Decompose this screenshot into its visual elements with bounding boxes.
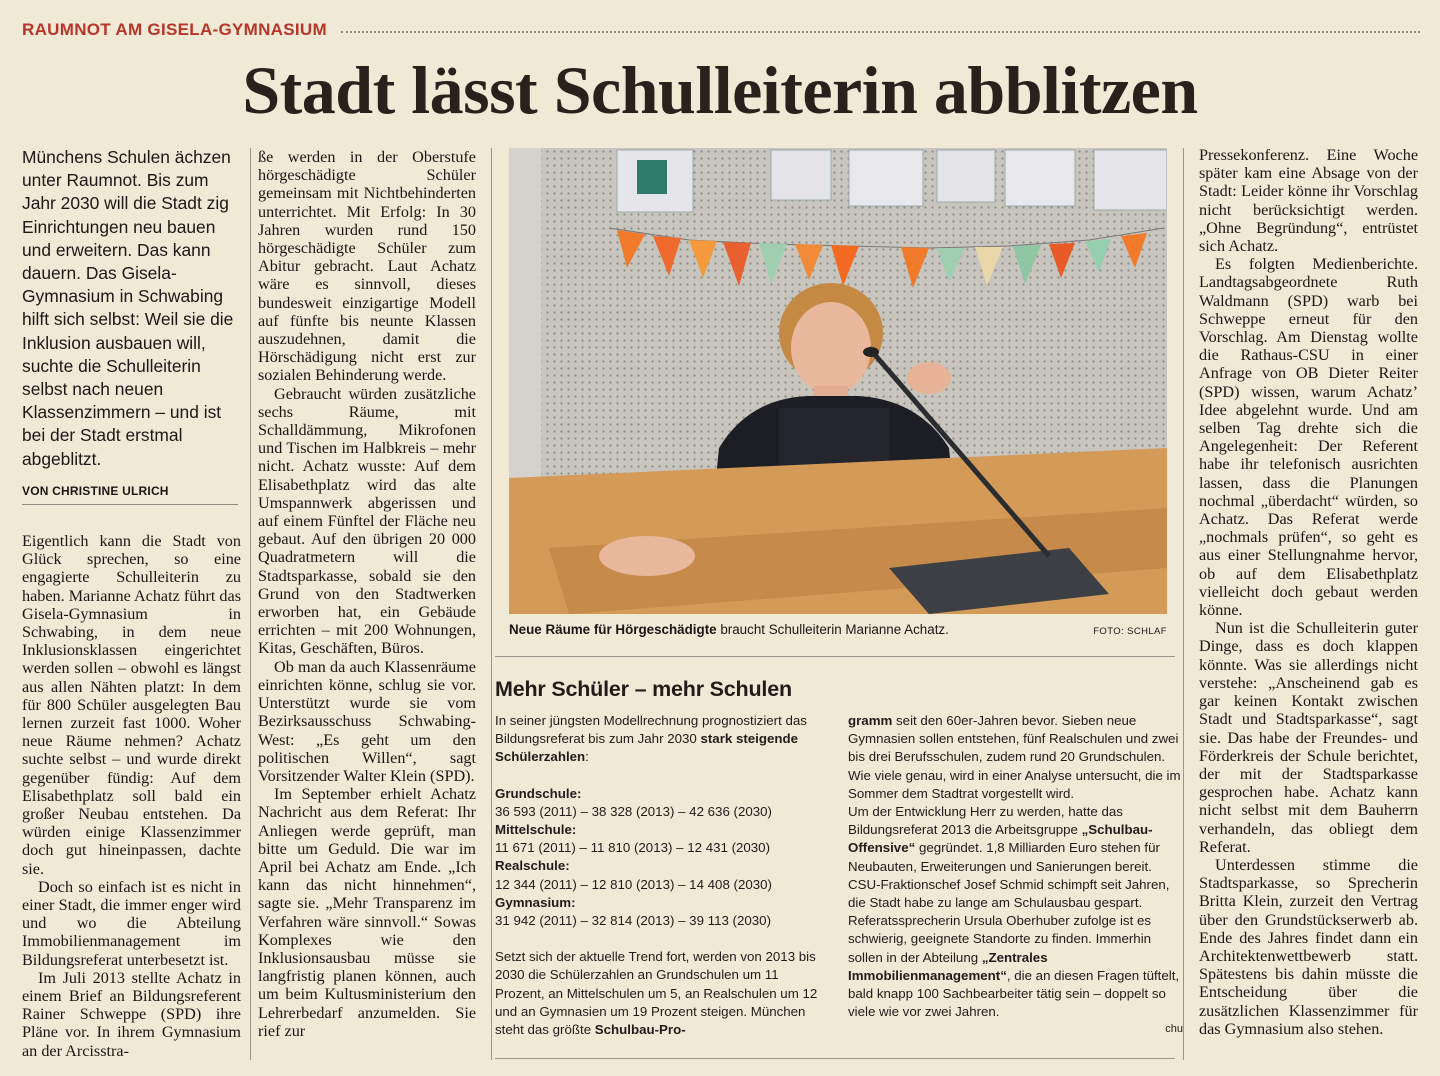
stat-label [495, 785, 829, 803]
column-rule [1183, 148, 1184, 1060]
box-right-bold-3: „Zentrales Immobilienmanagement“ [848, 949, 1048, 983]
paragraph: Im September erhielt Achatz Nachricht aus dem Referat: Ihr Anliegen werde geprüft, man bitte um Geduld. Die war im April bei Achatz am Ende. „Ich kann das nicht hinnehmen“, sagte sie. „Mehr Transparenz im Verfahren wäre sinnvoll.“ Sowas Komplexes wie den Inklusionsausbau müsse sie langfristig planen können, auch um beim Kultusministerium den Lehrerbedarf anzumelden. Sie rief zur [258, 785, 476, 1040]
stat-label-realschule: Realschule: [495, 858, 570, 874]
kicker-rule [341, 31, 1420, 33]
box-right-text-2a: Um der Entwicklung Herr zu werden, hatte das Bildungsreferat 2013 die Arbeitsgruppe [848, 804, 1123, 838]
caption-rest: braucht Schulleiterin Marianne Achatz. [716, 622, 949, 637]
box-title: Mehr Schüler – mehr Schulen [495, 677, 792, 701]
box-intro-end: : [585, 749, 589, 765]
stat-label [495, 821, 829, 839]
infobox-right-column [848, 712, 1183, 1038]
box-trend-text: Setzt sich der aktuelle Trend fort, werden von 2013 bis 2030 die Schülerzahlen an Grundschulen um 11 Prozent, an Mittelschulen um 5, an Realschulen um 12 und an Gymnasien um 19 Prozent steigen. München steht das größte [495, 949, 818, 1038]
kicker [22, 18, 1420, 42]
paragraph: Doch so einfach ist es nicht in einer Stadt, die immer enger wird und wo die Abteilung Immobilienmanagement im Bildungsreferat unterbesetzt ist. [22, 877, 241, 969]
photo-credit: FOTO: SCHLAF [1093, 626, 1167, 637]
box-right-text-3: , die an diesen Fragen tüftelt, bald knapp 100 Sachbearbeiter tätig sein – doppelt so viele wie vor zwei Jahren. [848, 967, 1180, 1020]
article-photo [509, 148, 1167, 614]
column-rule [491, 148, 492, 1060]
paragraph: ße werden in der Oberstufe hörgeschädigte Schüler gemeinsam mit Nichtbehinderten unterrichtet. Mit Erfolg: In 30 Jahren wurden rund 150 hörgeschädigte Schüler zum Abitur gebracht. Laut Achatz wäre es sinnvoll, dieses bundesweit einzigartige Modell auf fünfte bis neunte Klassen auszudehnen, damit die Hörschädigung nicht erst zur sozialen Behinderung werde. [258, 148, 476, 385]
lead-paragraph: Münchens Schulen ächzen unter Raumnot. Bis zum Jahr 2030 will die Stadt zig Einrichtungen neu bauen und erweitern. Das kann dauern. Das Gisela-Gymnasium in Schwabing hilft sich selbst: Weil sie die Inklusion ausbauen will, suchte die Schulleiterin selbst nach neuen Klassenzimmern – und ist bei der Stadt erstmal abgeblitzt. [22, 147, 234, 469]
article-column-1 [22, 532, 241, 1060]
caption-text [509, 622, 949, 637]
stat-value-mittelschule: 11 671 (2011) – 11 810 (2013) – 12 431 (2030) [495, 840, 771, 856]
byline: VON CHRISTINE ULRICH [22, 484, 238, 505]
box-intro-bold: stark steigende Schülerzahlen [495, 731, 799, 765]
box-right-bold-1: gramm [848, 713, 893, 728]
paragraph: Eigentlich kann die Stadt von Glück sprechen, so eine engagierte Schulleiterin zu haben. Marianne Achatz führt das Gisela-Gymnasium in Schwabing, in dem neue Inklusionsklassen eingerichtet werden sollen – obwohl es längst aus allen Nähten platzt: In dem für 800 Schüler ausgelegten Bau lernen zurzeit fast 1000. Woher neue Räume nehmen? Achatz suchte selbst – und wurde direkt gegenüber fündig: Auf dem Elisabethplatz soll bald ein großer Neubau entstehen. Da würden einige Klassenzimmer doch gut hineinpassen, dachte sie. [22, 532, 241, 878]
box-right-text-1: seit den 60er-Jahren bevor. Sieben neue Gymnasien sollen entstehen, fünf Realschulen und zwei bis drei Berufsschulen, zudem rund 20 Grundschulen. Wie viele genau, wird in einer Analyse untersucht, die im Sommer dem Stadtrat vorgestellt wird. [848, 713, 1181, 801]
kicker-text: RAUMNOT AM GISELA-GYMNASIUM [22, 20, 327, 39]
paragraph: Gebraucht würden zusätzliche sechs Räume, mit Schalldämmung, Mikrofonen und Tischen im Halbkreis – mehr nicht. Achatz wusste: Auf dem Elisabethplatz wird das alte Umspannwerk abgerissen und auf einem Fünftel der Fläche neu gebaut. Auf den übrigen 20 000 Quadratmetern will die Stadtsparkasse, sobald sie den Grund von den Stadtwerken erworben hat, ein Gebäude errichten – mit 200 Wohnungen, Kitas, Geschäften, Büros. [258, 384, 476, 658]
paragraph: Pressekonferenz. Eine Woche später kam eine Absage von der Stadt: Leider könne ihr Vorschlag nicht berücksichtigt werden. „Ohne Begründung“, entrüstet sich Achatz. [1199, 146, 1418, 256]
paragraph: Im Juli 2013 stellte Achatz in einem Brief an Bildungsreferent Rainer Schweppe (SPD) ihre Pläne vor. In ihrem Gymnasium an der Arcisstra- [22, 968, 241, 1060]
paragraph: Ob man da auch Klassenräume einrichten könne, schlug sie vor. Unterstützt wurde sie vom Bezirksausschuss Schwabing-West: „Es geht um den politischen Willen“, sagt Vorsitzender Walter Klein (SPD). [258, 657, 476, 785]
stat-label-gymnasium: Gymnasium: [495, 894, 576, 910]
box-intro-text: In seiner jüngsten Modellrechnung prognostiziert das Bildungsreferat bis zum Jahr 2030 [495, 713, 807, 747]
paragraph: Unterdessen stimme die Stadtsparkasse, so Sprecherin Britta Klein, zurzeit den Vertrag über den Grundstückserwerb ab. Ende des Jahres findet dann ein Architektenwettbewerb statt. Spätestens bis dahin müsste die Entscheidung über die zusätzlichen Klassenzimmer für das Gymnasium also stehen. [1199, 855, 1418, 1038]
box-right-para-2 [848, 803, 1183, 1021]
headline: Stadt lässt Schulleiterin abblitzen [242, 52, 1198, 128]
paragraph: Nun ist die Schulleiterin guter Dinge, dass es doch klappen könnte. Was sie allerdings nicht verstehe: „Anscheinend gab es gar keinen Kontakt zwischen Stadt und Stadtsparkasse“, sagt sie. Das habe der Freundes- und Förderkreis der Schule berichtet, der mit der Stadtsparkasse gesprochen habe. Achatz kann nicht selbst mit dem Bauherrn verhandeln, das obliegt dem Referat. [1199, 619, 1418, 856]
stat-label [495, 894, 829, 912]
box-bottom-rule [495, 1058, 1175, 1059]
box-right-text-2b: gegründet. 1,8 Milliarden Euro stehen für Neubauten, Erweiterungen und Sanierungen bereit. CSU-Fraktionschef Josef Schmid schimpft seit Jahren, die Stadt habe zu lange am Schulausbau gespart. Referatssprecherin Ursula Oberhuber zufolge ist es schwierig, geeignete Standorte zu finden. Immerhin sollen in der Abteilung [848, 840, 1170, 965]
article-column-4 [1199, 146, 1418, 1038]
stat-label-mittelschule: Mittelschule: [495, 822, 577, 838]
stat-value-gymnasium: 31 942 (2011) – 32 814 (2013) – 39 113 (2030) [495, 913, 771, 929]
article-column-2 [258, 148, 476, 1040]
box-top-rule [495, 656, 1175, 657]
stat-label [495, 857, 829, 875]
stat-label-grundschule: Grundschule: [495, 785, 582, 801]
paragraph: Es folgten Medienberichte. Landtagsabgeordnete Ruth Waldmann (SPD) warb bei Schweppe erneut für den Vorschlag. Am Dienstag wollte die Rathaus-CSU in einer Anfrage von OB Dieter Reiter (SPD) wissen, warum Achatz’ Idee abgelehnt wurde. Und am selben Tag drehte sich die Angelegenheit: Der Referent habe ihr telefonisch ausrichten lassen, dass die Planungen nochmal „überdacht“ würden, so Achatz. Das Referat werde „nochmals prüfen“, so geht es aus einer Stellungnahme hervor, ob auf dem Elisabethplatz vielleicht doch gebaut werden könne. [1199, 255, 1418, 620]
photo-caption [509, 622, 1167, 637]
box-right-para-1 [848, 712, 1183, 803]
stat-value-grundschule: 36 593 (2011) – 38 328 (2013) – 42 636 (2030) [495, 803, 772, 819]
box-right-bold-2: „Schulbau-Offensive“ [848, 822, 1153, 856]
box-intro [495, 712, 829, 767]
caption-bold: Neue Räume für Hörgeschädigte [509, 622, 717, 637]
box-trend-bold: Schulbau-Pro- [594, 1022, 686, 1038]
infobox-left-column [495, 712, 829, 1039]
column-rule [250, 148, 251, 1060]
photo-illustration [509, 148, 1167, 614]
box-trend [495, 948, 829, 1039]
box-author: chu [1165, 1022, 1183, 1035]
stat-value-realschule: 12 344 (2011) – 12 810 (2013) – 14 408 (2030) [495, 876, 772, 892]
